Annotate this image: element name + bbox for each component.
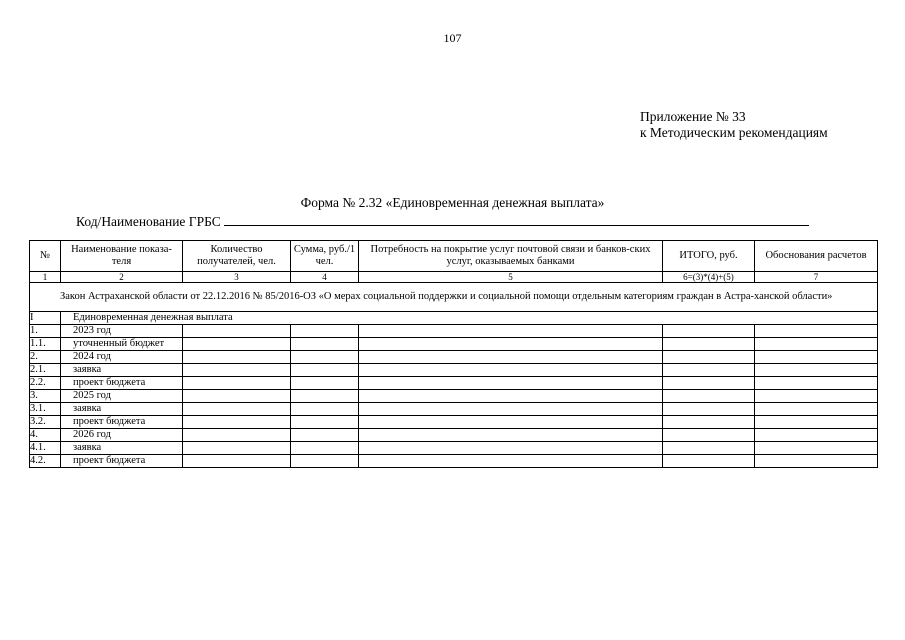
- table-row: [30, 351, 878, 364]
- empty-cell[interactable]: [663, 377, 755, 390]
- row-num: 4.1.: [30, 442, 61, 455]
- row-name: 2024 год: [61, 351, 183, 364]
- table-row: [30, 416, 878, 429]
- header-cell-recipients: Количество получателей, чел.: [183, 241, 291, 272]
- empty-cell[interactable]: [663, 416, 755, 429]
- row-num: 3.2.: [30, 416, 61, 429]
- empty-cell[interactable]: [183, 442, 291, 455]
- column-number: 5: [359, 272, 663, 283]
- law-row: [30, 283, 878, 312]
- empty-cell[interactable]: [755, 390, 878, 403]
- empty-cell[interactable]: [291, 364, 359, 377]
- table-row: [30, 364, 878, 377]
- empty-cell[interactable]: [291, 390, 359, 403]
- appendix-line-1: Приложение № 33: [640, 109, 746, 124]
- empty-cell[interactable]: [755, 442, 878, 455]
- empty-cell[interactable]: [183, 390, 291, 403]
- row-name: заявка: [61, 442, 183, 455]
- row-num: 4.2.: [30, 455, 61, 468]
- header-cell-name: Наименование показа-теля: [61, 241, 183, 272]
- grbs-field: [76, 212, 809, 230]
- empty-cell[interactable]: [359, 455, 663, 468]
- empty-cell[interactable]: [663, 364, 755, 377]
- section-row: [30, 312, 878, 325]
- row-name: уточненный бюджет: [61, 338, 183, 351]
- header-row: [30, 241, 878, 272]
- empty-cell[interactable]: [183, 429, 291, 442]
- column-number: 6=(3)*(4)+(5): [663, 272, 755, 283]
- empty-cell[interactable]: [183, 377, 291, 390]
- row-name: заявка: [61, 364, 183, 377]
- empty-cell[interactable]: [183, 403, 291, 416]
- empty-cell[interactable]: [359, 377, 663, 390]
- row-num: 4.: [30, 429, 61, 442]
- header-cell-amount: Сумма, руб./1 чел.: [291, 241, 359, 272]
- column-number: 2: [61, 272, 183, 283]
- table-row: [30, 455, 878, 468]
- empty-cell[interactable]: [291, 455, 359, 468]
- empty-cell[interactable]: [291, 442, 359, 455]
- empty-cell[interactable]: [359, 364, 663, 377]
- row-num: 2.1.: [30, 364, 61, 377]
- empty-cell[interactable]: [663, 442, 755, 455]
- empty-cell[interactable]: [183, 338, 291, 351]
- row-num: 3.1.: [30, 403, 61, 416]
- column-number: 4: [291, 272, 359, 283]
- table-row: [30, 390, 878, 403]
- header-cell-justification: Обоснования расчетов: [755, 241, 878, 272]
- grbs-label: Код/Наименование ГРБС: [76, 214, 221, 229]
- empty-cell[interactable]: [359, 325, 663, 338]
- empty-cell[interactable]: [291, 325, 359, 338]
- empty-cell[interactable]: [291, 416, 359, 429]
- empty-cell[interactable]: [755, 364, 878, 377]
- empty-cell[interactable]: [359, 442, 663, 455]
- section-name: Единовременная денежная выплата: [61, 312, 878, 325]
- empty-cell[interactable]: [755, 351, 878, 364]
- header-cell-total: ИТОГО, руб.: [663, 241, 755, 272]
- empty-cell[interactable]: [183, 416, 291, 429]
- table-row: [30, 325, 878, 338]
- calculation-table: [29, 240, 878, 468]
- law-text: Закон Астраханской области от 22.12.2016 № 85/2016-ОЗ «О мерах социальной поддержки и социальной помощи отдельным категориям граждан в Астра-ханской области»: [30, 283, 878, 312]
- empty-cell[interactable]: [755, 429, 878, 442]
- table-row: [30, 403, 878, 416]
- empty-cell[interactable]: [359, 429, 663, 442]
- column-number-row: [30, 272, 878, 283]
- empty-cell[interactable]: [663, 325, 755, 338]
- row-name: 2025 год: [61, 390, 183, 403]
- table-row: [30, 377, 878, 390]
- empty-cell[interactable]: [663, 338, 755, 351]
- empty-cell[interactable]: [755, 416, 878, 429]
- empty-cell[interactable]: [183, 455, 291, 468]
- row-name: проект бюджета: [61, 455, 183, 468]
- row-name: проект бюджета: [61, 416, 183, 429]
- row-num: 1.: [30, 325, 61, 338]
- empty-cell[interactable]: [359, 403, 663, 416]
- empty-cell[interactable]: [291, 351, 359, 364]
- empty-cell[interactable]: [755, 403, 878, 416]
- appendix-caption: [640, 109, 828, 141]
- header-cell-postal-banking: Потребность на покрытие услуг почтовой связи и банков-ских услуг, оказываемых банками: [359, 241, 663, 272]
- empty-cell[interactable]: [755, 455, 878, 468]
- column-number: 3: [183, 272, 291, 283]
- empty-cell[interactable]: [755, 377, 878, 390]
- empty-cell[interactable]: [291, 338, 359, 351]
- empty-cell[interactable]: [663, 429, 755, 442]
- empty-cell[interactable]: [183, 325, 291, 338]
- empty-cell[interactable]: [359, 390, 663, 403]
- empty-cell[interactable]: [291, 429, 359, 442]
- page-number: 107: [443, 31, 462, 45]
- section-num: I: [30, 312, 61, 325]
- table-row: [30, 429, 878, 442]
- appendix-line-2: к Методическим рекомендациям: [640, 125, 828, 140]
- empty-cell[interactable]: [359, 338, 663, 351]
- empty-cell[interactable]: [359, 351, 663, 364]
- empty-cell[interactable]: [663, 390, 755, 403]
- empty-cell[interactable]: [359, 416, 663, 429]
- row-num: 2.2.: [30, 377, 61, 390]
- empty-cell[interactable]: [183, 364, 291, 377]
- empty-cell[interactable]: [755, 325, 878, 338]
- table-row: [30, 442, 878, 455]
- row-name: 2026 год: [61, 429, 183, 442]
- empty-cell[interactable]: [663, 403, 755, 416]
- grbs-blank-line: [224, 212, 809, 226]
- empty-cell[interactable]: [291, 403, 359, 416]
- empty-cell[interactable]: [755, 338, 878, 351]
- row-num: 3.: [30, 390, 61, 403]
- empty-cell[interactable]: [663, 455, 755, 468]
- column-number: 7: [755, 272, 878, 283]
- row-num: 2.: [30, 351, 61, 364]
- row-name: заявка: [61, 403, 183, 416]
- row-num: 1.1.: [30, 338, 61, 351]
- empty-cell[interactable]: [291, 377, 359, 390]
- form-title: Форма № 2.32 «Единовременная денежная выплата»: [300, 195, 605, 210]
- row-name: 2023 год: [61, 325, 183, 338]
- table-row: [30, 338, 878, 351]
- empty-cell[interactable]: [183, 351, 291, 364]
- empty-cell[interactable]: [663, 351, 755, 364]
- header-cell-num: №: [30, 241, 61, 272]
- column-number: 1: [30, 272, 61, 283]
- row-name: проект бюджета: [61, 377, 183, 390]
